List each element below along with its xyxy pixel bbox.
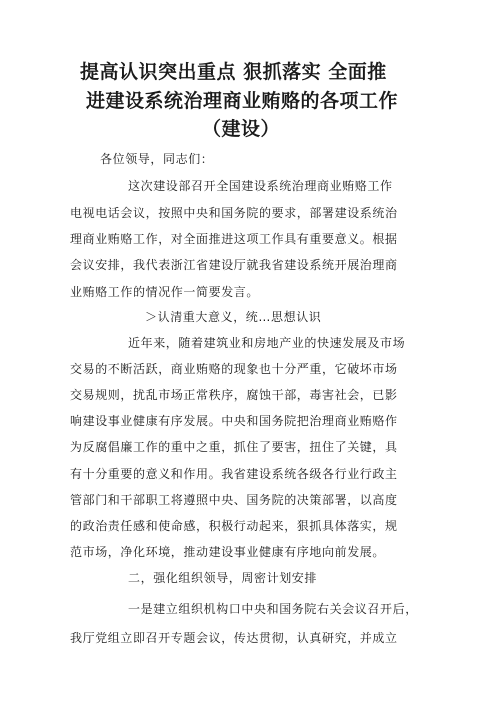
body-line: 响建设事业健康有序发展。中央和国务院把治理商业贿赂作 bbox=[70, 414, 398, 428]
body-line: 我厅党组立即召开专题会议，传达贯彻，认真研究，并成立 bbox=[70, 631, 398, 645]
body-line: 近年来，随着建筑业和房地产业的快速发展及市场 bbox=[128, 336, 406, 350]
body-line: 一是建立组织机构口中央和国务院右关会议召开后， bbox=[128, 602, 418, 616]
title-line-3: （建设） bbox=[202, 118, 281, 140]
body-line: 电视电话会议，按照中央和国务院的要求，部署建设系统治 bbox=[70, 206, 398, 220]
body-line: 交易规则，扰乱市场正常秩序，腐蚀干部，毒害社会，已影 bbox=[70, 388, 398, 402]
body-line: 这次建设部召开全国建设系统治理商业贿赂工作 bbox=[128, 179, 393, 193]
body-line: 理商业贿赂工作，对全面推进这项工作具有重要意义。根据 bbox=[70, 232, 398, 246]
body-line: 的政治责任感和使命感，积极行动起来，狠抓具体落实，规 bbox=[70, 519, 398, 533]
section-heading-1: ＞认清重大意义，统…思想认识 bbox=[145, 310, 322, 324]
body-line: 交易的不断活跃，商业贿赂的现象也十分严重，它破坏市场 bbox=[70, 362, 398, 376]
body-line: 为反腐倡廉工作的重中之重，抓住了要害，扭住了关键，具 bbox=[70, 440, 398, 454]
title-line-1: 提高认识突出重点 狠抓落实 全面推 bbox=[80, 61, 387, 83]
body-line: 范市场，净化环境，推动建设事业健康有序地向前发展。 bbox=[70, 545, 386, 559]
body-line: 业贿赂工作的情况作一简要发言。 bbox=[70, 285, 260, 299]
body-line: 有十分重要的意义和作用。我省建设系统各级各行业行政主 bbox=[70, 467, 398, 481]
section-heading-2: 二，强化组织领导，周密计划安排 bbox=[128, 571, 318, 585]
title-line-2: 进建设系统治理商业贿赂的各项工作 bbox=[86, 90, 399, 112]
body-line: 管部门和干部职工将遵照中央、国务院的决策部署，以高度 bbox=[70, 493, 398, 507]
body-line: 会议安排，我代表浙江省建设厅就我省建设系统开展治理商 bbox=[70, 258, 398, 272]
salutation: 各位领导，同志们： bbox=[100, 152, 214, 166]
